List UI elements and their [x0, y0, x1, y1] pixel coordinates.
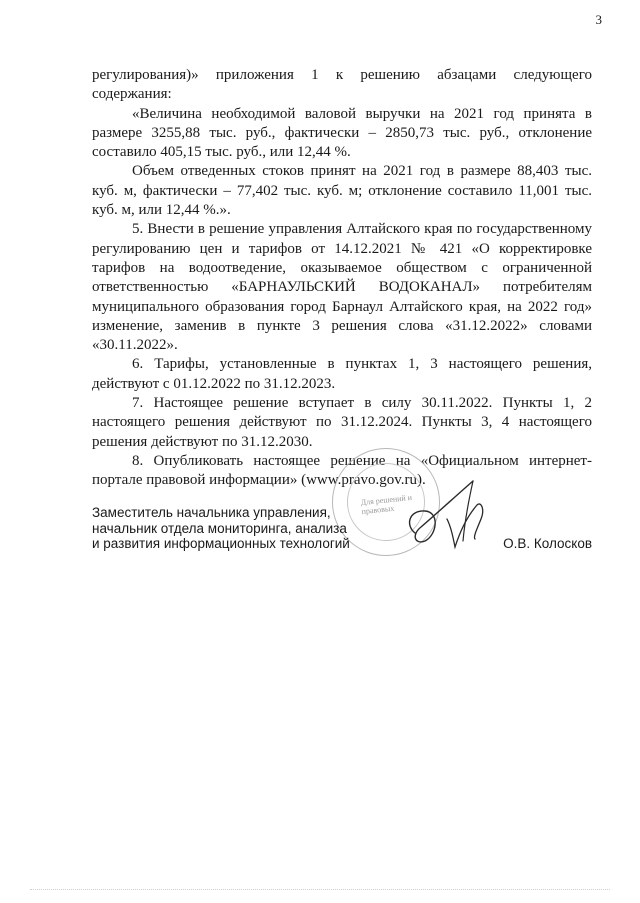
signatory-title-line-2: начальник отдела мониторинга, анализа	[92, 520, 347, 536]
page-number: 3	[595, 12, 602, 27]
paragraph-item-7: 7. Настоящее решение вступает в силу 30.11.2022. Пункты 1, 2 настоящего решения действуют по 31.12.2024. Пункты 3, 4 настоящего решения действуют по 31.12.2030.	[92, 395, 592, 450]
signatory-title-line-1: Заместитель начальника управления,	[92, 505, 331, 520]
page-bottom-edge	[30, 889, 610, 890]
signatory-title	[92, 505, 392, 552]
signatory-title-line-3: и развития информационных технологий	[92, 536, 350, 551]
paragraph-item-5: 5. Внести в решение управления Алтайского края по государственному регулированию цен и тарифов от 14.12.2021 № 421 «О корректировке тарифов на водоотведение, оказываемое обществом с ограниченной ответственностью «БАРНАУЛЬСКИЙ ВОДОКАНАЛ» потребителям муниципального образования город Барнаул Алтайского края, на 2022 год» изменение, заменив в пункте 3 решения слова «31.12.2022» словами «30.11.2022».	[92, 221, 592, 354]
signature-block	[92, 505, 592, 565]
paragraph-intro: регулирования)» приложения 1 к решению абзацами следующего содержания:	[92, 67, 592, 103]
paragraph-revenue: «Величина необходимой валовой выручки на 2021 год принята в размере 3255,88 тыс. руб., фактически – 2850,73 тыс. руб., отклонение составило 405,15 тыс. руб., или 12,44 %.	[92, 105, 592, 161]
paragraph-item-6: 6. Тарифы, установленные в пунктах 1, 3 настоящего решения, действуют с 01.12.2022 по 31.12.2023.	[92, 356, 592, 392]
document-body	[92, 66, 592, 491]
handwritten-signature	[395, 475, 510, 555]
paragraph-item-8: 8. Опубликовать настоящее решение на «Официальном интернет-портале правовой информации» (www.pravo.gov.ru).	[92, 452, 592, 489]
stamp-text-line: Для решений и правовых	[360, 492, 413, 517]
signatory-name: О.В. Колосков	[503, 536, 592, 551]
paragraph-volume: Объем отведенных стоков принят на 2021 год в размере 88,403 тыс. куб. м, фактически – 77,402 тыс. куб. м; отклонение составило 11,001 тыс. куб. м, или 12,44 %.».	[92, 163, 592, 219]
